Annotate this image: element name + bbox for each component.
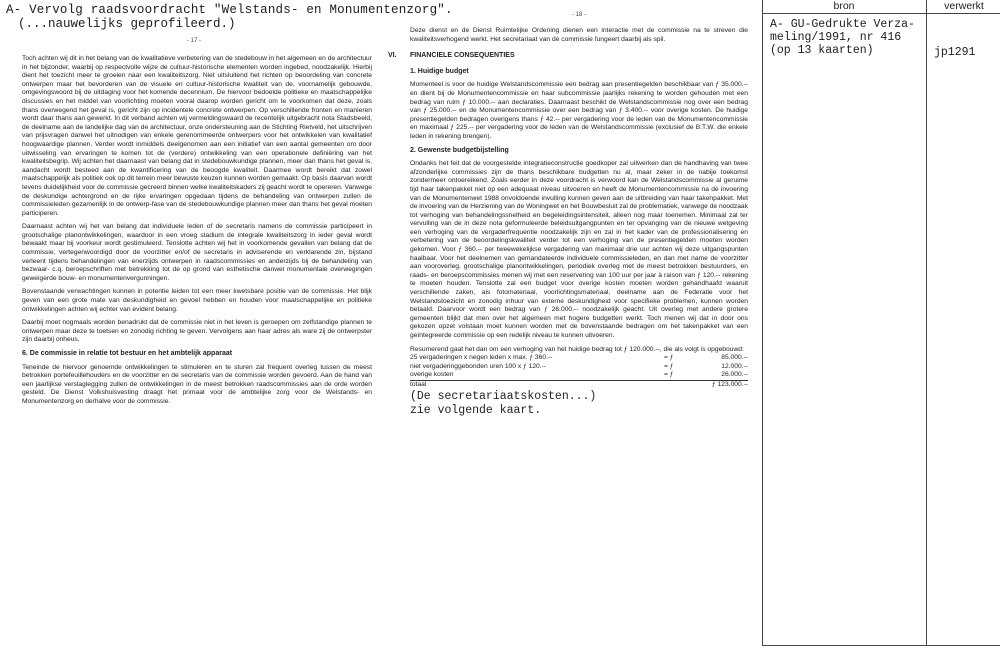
typed-note-line: (De secretariaatskosten...): [410, 389, 597, 403]
sidebar-border-left: [762, 0, 763, 645]
left-page-column: [22, 55, 372, 412]
budget-amount: 12.000.--: [721, 362, 748, 370]
paragraph: Teneinde de hiervoor genoemde ontwikkelingen te stimuleren en te sturen zal frequent overleg tussen de meest betrokken portefeuillehouders en de voorzitter en de secretaris van de commissie worden gevoerd. Aan de hand van een jaarlijkse verslaglegging zullen de ontwikkelingen in de meest betrokken raadscommissies aan de orde worden gesteld. De Dienst Volkshuisvesting draagt het primaat voor de ambtelijke zorg voor de Welstands- en Monumentenzorg en derhalve voor de commissie.: [22, 363, 372, 405]
budget-label: niet vergaderinggebonden uren 100 x ƒ 120.--: [410, 362, 547, 370]
section-title: FINANCIELE CONSEQUENTIES: [410, 52, 515, 60]
budget-table: [410, 354, 748, 389]
budget-total-label: totaal: [410, 380, 427, 388]
typed-note-line: zie volgende kaart.: [410, 403, 542, 417]
source-line: (op 13 kaarten): [770, 44, 874, 57]
budget-operator: = ƒ: [664, 354, 674, 362]
sidebar-divider: [926, 0, 927, 645]
budget-total-amount: ƒ 123.000.--: [711, 380, 748, 388]
subsection-1-heading: 1. Huidige budget: [410, 67, 469, 75]
budget-amount: 85.000.--: [721, 354, 748, 362]
processed-code: jp1291: [934, 46, 976, 59]
budget-operator: = ƒ: [664, 371, 698, 381]
page-number-left: - 17 -: [187, 38, 202, 44]
budget-amount: 26.000.--: [698, 371, 748, 381]
lead-paragraph: Deze dienst en de Dienst Ruimtelijke Ordening dienen een interactie met de commissie na te streven die kwaliteitsverhogend werkt. Het secretariaat van de commissie fungeert daarbij als spil.: [410, 27, 748, 43]
budget-label: 25 vergaderingen x negen leden x max. ƒ 360.--: [410, 354, 553, 362]
summary-intro: Resumerend gaat het dan om een verhoging van het huidige bedrag tot ƒ 120.000.--, die als volgt is opgebouwd:: [410, 345, 744, 353]
subsection-2-heading: 2. Gewenste budgetbijstelling: [410, 146, 509, 154]
section-6-heading: 6. De commissie in relatie tot bestuur en het ambtelijk apparaat: [22, 350, 233, 357]
right-page-column: [388, 27, 748, 418]
section-roman-numeral: VI.: [388, 52, 397, 60]
sidebar-header-rule: [762, 13, 1000, 14]
paragraph: Bovenstaande verwachtingen kunnen in potentie leiden tot een meer kwetsbare positie van de commissie. Het blijk geven van een grote mate van deskundigheid en gevoel hebben en houden voor maatschappelijke en politieke ontwikkelingen achten wij echter van evident belang.: [22, 288, 372, 313]
processed-column-header: verwerkt: [944, 0, 984, 12]
header-subtitle: (...nauwelijks geprofileerd.): [18, 17, 236, 31]
paragraph: Momenteel is voor de huidige Welstandscommissie een bedrag aan presentiegelden beschikbaar van ƒ 35.000.-- en dient bij de Monumentencommissie en haar subcommissie jaarlijks rekening te worden gehouden met een bedrag van ruim ƒ 10.000.-- aan declaraties. Daarnaast beschikt de Welstandscommissie nog over een bedrag van ƒ 25.000.-- en de Monumentencommissie over een bedrag van ƒ 3.400.-- voor overige kosten. De huidige presentiegelden bedragen overigens thans ƒ 42.-- per vergadering voor de leden van de Monumentencommissie en maximaal ƒ 225.-- per vergadering voor de leden van de Welstandscommissie (exclusief de B.T.W. die enkele leden in rekening brengen).: [410, 81, 748, 140]
paragraph: Toch achten wij dit in het belang van de kwalitatieve verbetering van de stedebouw in het algemeen en de architectuur in het bijzonder, waarbij op respectvolle wijze de cultuur-historische elementen worden ingebed, noodzakelijk. Hierbij dient het toezicht meer te groeien naar een kwaliteitszorg. Niet uitsluitend het richten op beoordeling van concrete ontwerpen maar het bevorderen van de visuele en cultuur-historische kwaliteit van de, voornamelijk gebouwde, omgevingswoord bij de uitdaging voor het komende decennium. De hiervoor bedoelde politieke en maatschappelijke discussies en het middel van voorlichting moeten vooral daarop worden gericht om te voorkomen dat deze, zoals thans overwegend het geval is, gericht zijn op incidentele concrete ontwerpen. Op verschillende fronten en manieren wordt daar thans aan gewerkt. In dit verband achten wij vermeldingswaard de recentelijk uitgebracht nota Stadsbeeld, de deelname aan de landelijke dag van de architectuur, onze ondersteuning aan de Stichting Rietveld, het uitschrijven van prijsvragen danwel het uitnodigen van enkele gerenommeerde ontwerpers voor het ontwikkelen van kwalitatief hoogwaardige plannen. Verder wordt inmiddels deelgenomen aan een initiatief van een aantal gemeenten om door uitwisseling van ervaringen te komen tot de (verdere) ontwikkeling van een operationele definiëring van het kwaliteitsbegrip. Wij achten het daarnaast van belang dat in stedebouwkundige plannen, meer dan thans het geval is, aandacht wordt besteed aan de kwantificering van de beoogde kwaliteit. Daarmee wordt bereikt dat zowel maatschappelijk als politiek ook op dit terrein meer bewuste keuzen kunnen worden gemaakt. Op basis daarvan wordt tevens duidelijkheid voor de commissie gecreerd binnen welke kwaliteitskaders zij geacht wordt te opereren. Vanwege de deskundige achtergrond en de rijke ervaringen opgedaan tijdens de behandeling van ontwerpen zullen de commissieleden gezamenlijk in de ontwerp-fase van de stedebouwkundige plannen meer dan thans het geval moeten participeren.: [22, 55, 372, 217]
sidebar-bottom-rule: [762, 645, 1000, 646]
budget-label: overige kosten: [410, 371, 664, 381]
catalog-card-sidebar: [762, 0, 1000, 649]
budget-operator: = ƒ: [664, 362, 674, 370]
source-reference: [770, 18, 915, 57]
page-number-right: - 18 -: [572, 12, 587, 18]
typed-note: [410, 390, 748, 418]
section-vi-heading: [388, 52, 748, 61]
source-line: A- GU-Gedrukte Verza-: [770, 18, 915, 31]
source-column-header: bron: [833, 0, 855, 12]
paragraph: Ondanks het feit dat de voorgestelde integratieconstructie goedkoper zal uitwerken dan de handhaving van twee afzonderlijke commissies zijn de thans beschikbare budgetten nu al, maar zeker in de nabije toekomst zondermeer ontoereikend. Zoals eerder in deze voordracht is verwoord kan de Welstandscommissie al geruime tijd haar takenpakket niet op een adequaat niveau uitvoeren en heeft de Monumentencommissie na de invoering van de Monumentenwet 1988 onvoldoende invulling kunnen geven aan de uitbreiding van haar takenpakket. Met de invoering van de Herziening van de Woningwet en het Bouwbesluit zal de problematiek, vanwege de noodzaak tot verhoging van behandelingssnelheid en begeleidingsintensiteit, alleen nog maar toenemen. Minimaal zal ter vervulling van de in deze nota geformuleerde beleidsuitgangpunten en ter opvanging van de nieuwe wetgeving een verhoging van de vergaderfrequentie noodzakelijk zijn en zal in het kader van de professionalisering en verbetering van de beoordelingskwaliteit verder tot een verhoging van de presentiegelden moeten worden gekomen. Voor ƒ 360.-- per tweewekelijkse vergadering van maximaal drie uur achten wij deze uitgangspunten haalbaar. Voor het deelnemen van gemandateerde individuele commissieleden, en dan met name de voorzitter aan vooroverleg, grootschalige planontwikkelingen, periodiek overleg met de meest betrokken bestuurders, en raads- en beroepscommissies menen wij met een reservering van 100 uur per jaar à raison van ƒ 120.-- rekening te moeten houden. Tenslotte zal een budget voor overige kosten moeten worden gehandhaafd waaruit verschillende zaken, als fotomateriaal, voorlichtingsmateriaal, deelname aan de Federatie voor het Welstandstoezicht en zonodig inhuur van externe deskundigheid voor specifieke problemen, kunnen worden betaald. Daarvoor wordt een bedrag van ƒ 26.000.-- noodzakelijk geacht. Uit overleg met andere grotere gemeenten blijkt dat men over het algemeen met hogere budgetten werkt. Toch menen wij dat in door ons gekozen opzet volstaan moet kunnen worden met de bovenstaande bedragen om het takenpakket van een geïntegreerde commissie op een redelijk niveau te kunnen uitvoeren.: [410, 160, 748, 339]
paragraph: Daarbij moet nogmaals worden benadrukt dat de commissie niet in het leven is geroepen om zelfstandige plannen te ontwerpen maar deze te toetsen en zonodig richting te geven. Vervolgens aan haar adres als ware zij de ontwerpster zijn daarbij onheus.: [22, 319, 372, 344]
source-line: meling/1991, nr 416: [770, 31, 902, 44]
paragraph: Daarnaast achten wij het van belang dat individuele leden of de secretaris namens de commissie participeert in grootschalige planontwikkelingen, waardoor in een vroeg stadium de integrale kwaliteitszorg in ieder geval wordt bewaakt maar bij voorkeur wordt gestimuleerd. Tenslotte achten wij het in voorkomende gevallen van belang dat de commissie, vertegenwoordigd door de voorzitter en/of de secretaris in adviserende en verklarende zin, bijstand verleent tijdens behandelingen van enerzijds ontwerpen in raadscommissies en anderzijds bij de behandeling van bezwaar- c.q. beroepschriften met betrekking tot de op grond van esthetische danwel monumentale overwegingen geweigerde bouw- en monumentenvergunningen.: [22, 223, 372, 282]
header-title: A- Vervolg raadsvoordracht "Welstands- en Monumentenzorg".: [6, 3, 453, 17]
